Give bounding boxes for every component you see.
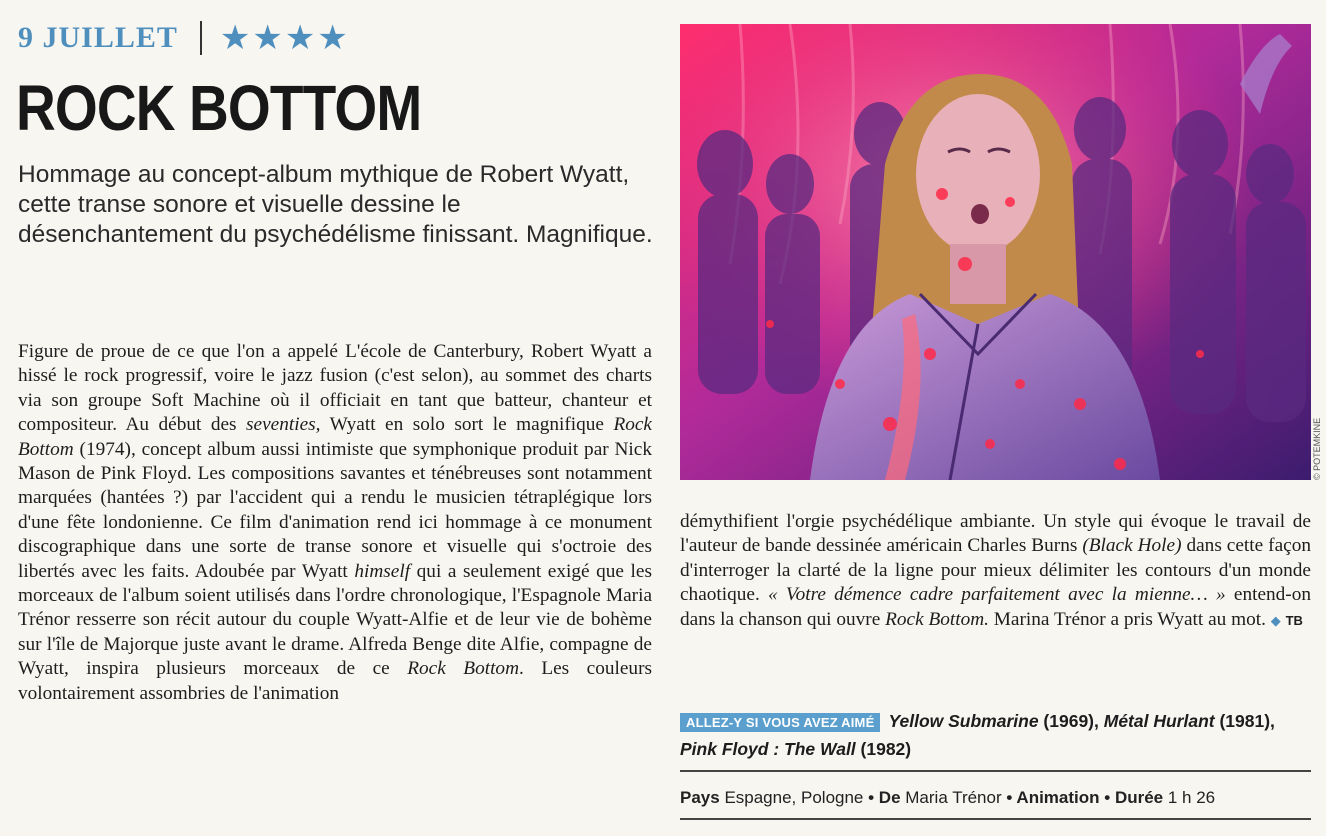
recommendation-tag: ALLEZ-Y SI VOUS AVEZ AIMÉ	[680, 713, 880, 732]
bullet: •	[1001, 788, 1017, 807]
info-label: Durée	[1114, 788, 1164, 807]
body-text: Figure de proue de ce que l'on a appelé L'école de Canterbury, Robert Wyatt a hissé le rock progressif, voire le jazz fusion (c'est selon), au sommet des charts via son groupe Soft Machine où il officiait en tant que batteur, chanteur et compositeur. Au début des	[18, 341, 652, 436]
info-label: Pays	[680, 788, 720, 807]
body-text: Wyatt en solo sort le magnifique	[320, 414, 614, 436]
bullet: •	[1099, 788, 1115, 807]
body-text: (1974), concept album aussi intimiste que symphonique produit par Nick Mason de Pink Floyd. Les compositions savantes et ténébreuses sont notamment marquées (hantées ?) par l'accident qui a rendu le musicien tétraplégique lors d'une fête londonienne. Ce film d'animation rend ici hommage à ce monument discographique dans une sorte de transe sonore et visuelle qui s'octroie des libertés avec les faits. Adoubée par Wyatt	[18, 438, 652, 582]
body-text: Marina Trénor a pris Wyatt au mot.	[988, 608, 1271, 630]
film-info-line	[680, 788, 1215, 808]
film-still-image	[680, 24, 1311, 480]
body-text: dans cette façon d'interroger la clarté de la ligne pour mieux délimiter les contours d'un monde chaotique.	[680, 535, 1311, 606]
photo-credit: © POTEMKINE	[1312, 417, 1322, 480]
film-year: (1969),	[1038, 711, 1104, 731]
body-italic: seventies,	[246, 414, 321, 436]
body-italic: Rock Bottom	[18, 414, 652, 460]
info-duration: 1 h 26	[1167, 788, 1216, 807]
divider	[680, 818, 1311, 820]
recommendation-box	[680, 708, 1311, 762]
body-text: qui a seulement exigé que les morceaux de l'album soient utilisés dans l'ordre chronologique, l'Espagnole Maria Trénor resserre son récit autour du couple Wyatt-Alfie et de leur vie de bohème sur l'île de Majorque juste avant le drame. Alfreda Benge dite Alfie, compagne de Wyatt, inspira plusieurs morceaux de ce	[18, 560, 652, 680]
film-year: (1981),	[1214, 711, 1275, 731]
body-text: entend-on dans la chanson qui ouvre	[680, 584, 1311, 630]
info-genre: Animation	[1016, 788, 1100, 807]
divider	[680, 770, 1311, 772]
info-label: De	[878, 788, 901, 807]
body-text: démythifient l'orgie psychédélique ambiante. Un style qui évoque le travail de l'auteur de bande dessinée américain Charles Burns	[680, 511, 1311, 557]
article-lede: Hommage au concept-album mythique de Robert Wyatt, cette transe sonore et visuelle dessine le désenchantement du psychédélisme finissant. Magnifique.	[18, 161, 653, 248]
body-italic: himself	[354, 560, 411, 582]
author-initials: TB	[1285, 612, 1303, 628]
film-still-illustration	[680, 24, 1311, 480]
body-italic: (Black Hole)	[1082, 535, 1182, 557]
body-italic: Rock Bottom	[407, 658, 519, 680]
divider	[200, 21, 202, 55]
star-rating-icon: ★★★★	[219, 18, 350, 58]
film-title: Pink Floyd : The Wall	[680, 739, 856, 759]
bullet: •	[863, 788, 879, 807]
body-italic: Rock Bottom.	[885, 608, 989, 630]
info-director: Maria Trénor	[905, 788, 1002, 807]
article-body-left	[18, 340, 652, 706]
body-text: . Les couleurs volontairement assombries de l'animation	[18, 658, 652, 704]
body-quote: « Votre démence cadre parfaitement avec la mienne… »	[768, 584, 1226, 606]
date-rating-line	[18, 18, 350, 58]
film-title: Métal Hurlant	[1103, 711, 1215, 731]
article-body-right	[680, 510, 1311, 634]
film-title: Yellow Submarine	[888, 711, 1039, 731]
diamond-icon: ◆	[1270, 613, 1281, 629]
release-date: 9 JUILLET	[18, 21, 178, 54]
film-year: (1982)	[855, 739, 912, 759]
info-country: Espagne, Pologne	[724, 788, 864, 807]
article-title: ROCK BOTTOM	[16, 72, 422, 144]
